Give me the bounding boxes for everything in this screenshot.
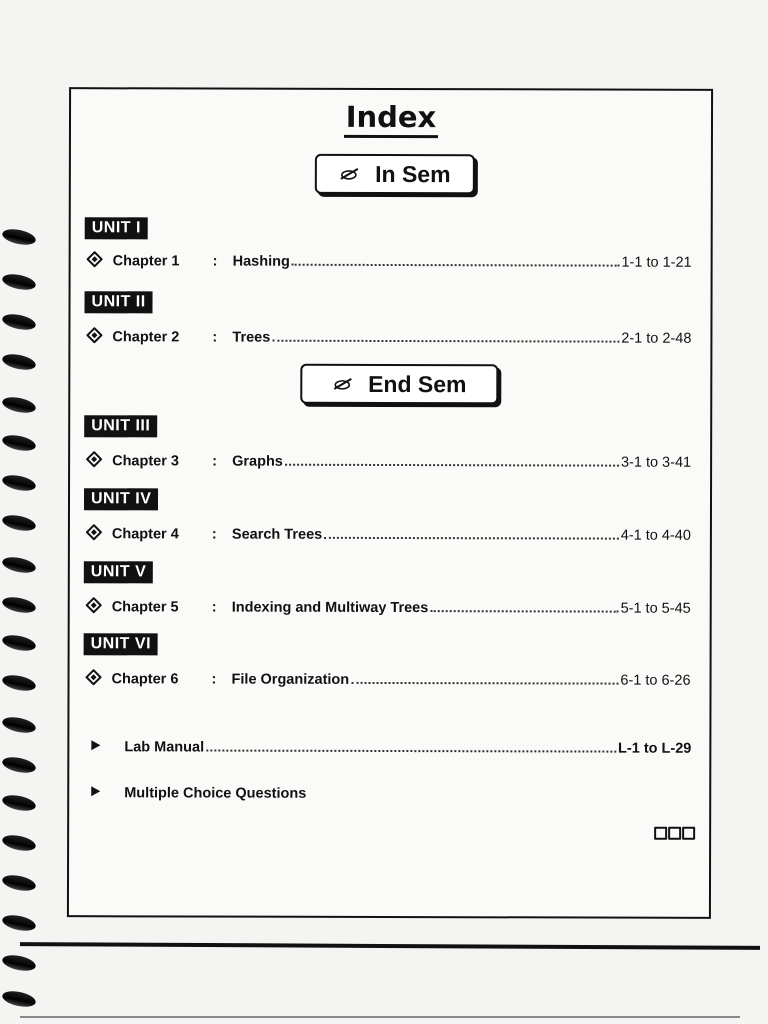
diamond-bullet-icon bbox=[86, 669, 102, 685]
chapter-number: Chapter 2 bbox=[112, 329, 180, 346]
dot-leader bbox=[324, 537, 619, 540]
pen-icon bbox=[332, 377, 354, 391]
chapter-separator: : bbox=[211, 671, 217, 688]
chapter-title: File Organization bbox=[231, 671, 350, 688]
diamond-bullet-icon bbox=[86, 524, 102, 540]
unit-label: UNIT V bbox=[84, 561, 154, 583]
dot-leader bbox=[430, 610, 618, 612]
extra-title: Multiple Choice Questions bbox=[124, 785, 307, 802]
index-frame bbox=[67, 87, 713, 919]
unit-label: UNIT IV bbox=[84, 488, 158, 510]
page-title: Index bbox=[71, 99, 711, 139]
dot-leader bbox=[272, 340, 619, 343]
chapter-separator: : bbox=[211, 526, 217, 543]
unit-label: UNIT I bbox=[85, 217, 148, 239]
dot-leader bbox=[285, 464, 619, 467]
chapter-row bbox=[86, 449, 691, 471]
page-range: 5-1 to 5-45 bbox=[620, 600, 691, 617]
diamond-bullet-icon bbox=[86, 597, 102, 613]
extra-row bbox=[91, 785, 691, 803]
page-edge-line bbox=[20, 1016, 740, 1018]
pen-icon bbox=[339, 167, 361, 181]
chapter-number: Chapter 4 bbox=[111, 526, 179, 543]
end-sem-label: End Sem bbox=[368, 370, 467, 397]
diamond-bullet-icon bbox=[86, 327, 102, 343]
page-range: 6-1 to 6-26 bbox=[620, 672, 691, 689]
chapter-separator: : bbox=[211, 599, 217, 616]
chapter-title: Search Trees bbox=[231, 526, 323, 543]
end-of-section-icon bbox=[654, 827, 695, 840]
unit-label: UNIT II bbox=[84, 291, 152, 313]
page-range: L-1 to L-29 bbox=[618, 740, 692, 757]
end-sem-badge bbox=[300, 364, 498, 405]
unit-label: UNIT III bbox=[84, 415, 157, 437]
unit-label: UNIT VI bbox=[84, 633, 158, 655]
spiral-binding bbox=[0, 180, 44, 1020]
chapter-number: Chapter 6 bbox=[111, 671, 179, 688]
in-sem-badge bbox=[315, 154, 475, 194]
chapter-row bbox=[86, 325, 691, 347]
chapter-number: Chapter 3 bbox=[112, 453, 180, 470]
dot-leader bbox=[206, 750, 616, 753]
chapter-title: Indexing and Multiway Trees bbox=[231, 599, 429, 617]
page-range: 1-1 to 1-21 bbox=[621, 254, 692, 271]
page-range: 2-1 to 2-48 bbox=[621, 330, 692, 347]
chapter-row bbox=[86, 595, 691, 617]
triangle-bullet-icon bbox=[91, 740, 100, 750]
chapter-title: Graphs bbox=[232, 453, 283, 470]
chapter-number: Chapter 1 bbox=[112, 253, 180, 270]
extra-row bbox=[91, 739, 691, 757]
page-range: 3-1 to 3-41 bbox=[620, 454, 692, 471]
in-sem-label: In Sem bbox=[375, 160, 451, 187]
chapter-row bbox=[87, 249, 692, 271]
chapter-row bbox=[86, 522, 691, 544]
chapter-title: Hashing bbox=[232, 253, 290, 270]
extra-title: Lab Manual bbox=[124, 739, 205, 756]
page-range: 4-1 to 4-40 bbox=[620, 527, 691, 544]
triangle-bullet-icon bbox=[91, 786, 100, 796]
diamond-bullet-icon bbox=[86, 451, 102, 467]
dot-leader bbox=[351, 682, 618, 685]
chapter-number: Chapter 5 bbox=[111, 599, 179, 616]
chapter-separator: : bbox=[212, 453, 217, 470]
chapter-separator: : bbox=[212, 329, 218, 346]
chapter-title: Trees bbox=[232, 329, 271, 346]
chapter-row bbox=[86, 667, 691, 689]
page-edge-line bbox=[20, 942, 760, 950]
dot-leader bbox=[292, 264, 620, 267]
diamond-bullet-icon bbox=[87, 251, 103, 267]
chapter-separator: : bbox=[212, 253, 218, 270]
